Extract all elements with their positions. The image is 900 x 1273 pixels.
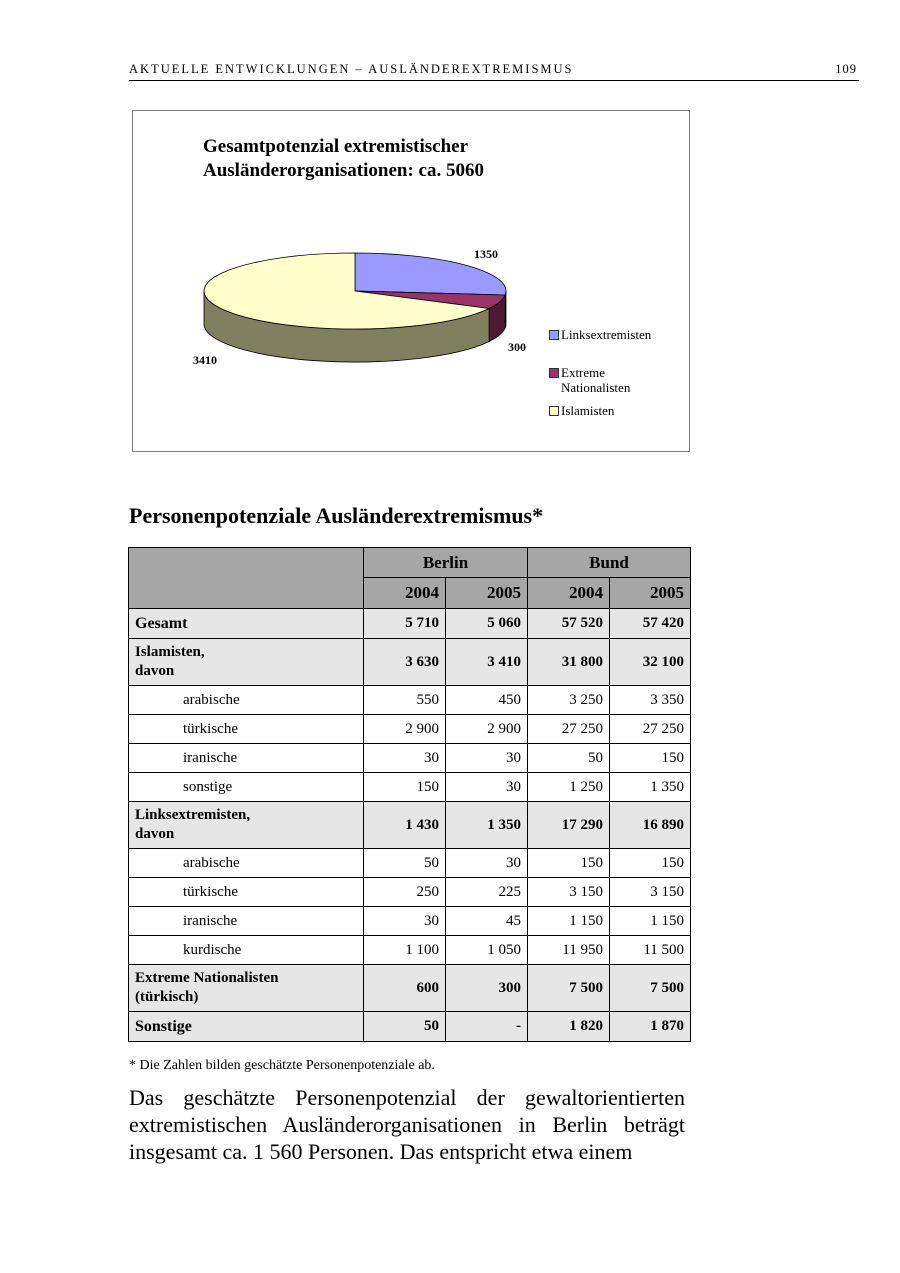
chart-title-line-1: Gesamtpotenzial extremistischer — [203, 136, 469, 157]
table-cell: 1 350 — [610, 773, 691, 802]
table-cell: 11 500 — [610, 936, 691, 965]
table-cell: 2 900 — [446, 715, 528, 744]
table-cell: 600 — [364, 965, 446, 1012]
row-label: kurdische — [129, 936, 364, 965]
year-header: 2004 — [528, 578, 610, 609]
row-label — [129, 802, 364, 849]
section-title: Personenpotenziale Ausländerextremismus* — [129, 503, 544, 528]
row-label — [129, 965, 364, 1012]
table-cell: 1 820 — [528, 1012, 610, 1042]
group-header-bund: Bund — [528, 548, 691, 578]
table-row — [129, 1012, 691, 1042]
legend-label-line1: Extreme — [561, 365, 606, 380]
legend-item-islamisten — [561, 403, 614, 418]
table-cell: 45 — [446, 907, 528, 936]
row-label-line2: (türkisch) — [135, 989, 199, 1005]
table-row — [129, 802, 691, 849]
page-number: 109 — [835, 62, 857, 76]
footnote: * Die Zahlen bilden geschätzte Personenpotenziale ab. — [129, 1058, 435, 1073]
table-cell: 150 — [364, 773, 446, 802]
table-cell: 30 — [446, 849, 528, 878]
table-row — [129, 609, 691, 639]
table-row — [129, 639, 691, 686]
pie-svg — [133, 111, 689, 451]
table-cell: 17 290 — [528, 802, 610, 849]
table-row — [129, 849, 691, 878]
legend-label-line2: Nationalisten — [561, 380, 631, 395]
table-cell: 1 870 — [610, 1012, 691, 1042]
table-cell: 32 100 — [610, 639, 691, 686]
table-cell: 2 900 — [364, 715, 446, 744]
table-cell: 1 100 — [364, 936, 446, 965]
row-label-line1: Linksextremisten, — [135, 807, 251, 823]
year-header: 2005 — [446, 578, 528, 609]
table-cell: 550 — [364, 686, 446, 715]
group-header-berlin: Berlin — [364, 548, 528, 578]
table-row — [129, 965, 691, 1012]
legend-label: Linksextremisten — [561, 327, 652, 342]
pie-chart — [132, 110, 690, 452]
table-cell: 5 710 — [364, 609, 446, 639]
table-cell: 3 350 — [610, 686, 691, 715]
row-label: iranische — [129, 907, 364, 936]
table-cell: 250 — [364, 878, 446, 907]
table-cell: 11 950 — [528, 936, 610, 965]
row-label: türkische — [129, 715, 364, 744]
table-cell: 3 630 — [364, 639, 446, 686]
table-cell: 3 150 — [528, 878, 610, 907]
table-cell: 16 890 — [610, 802, 691, 849]
table-cell: 57 520 — [528, 609, 610, 639]
legend-swatch — [549, 330, 559, 340]
table-cell: 50 — [364, 1012, 446, 1042]
table-cell: 27 250 — [610, 715, 691, 744]
table-row — [129, 878, 691, 907]
table-cell: 150 — [528, 849, 610, 878]
header-title: AKTUELLE ENTWICKLUNGEN – AUSLÄNDEREXTREMISMUS — [129, 62, 574, 76]
chart-title-line-2: Ausländerorganisationen: ca. 5060 — [203, 160, 484, 181]
row-label-line1: Extreme Nationalisten — [135, 970, 279, 986]
table-cell: 30 — [364, 907, 446, 936]
table-cell: 450 — [446, 686, 528, 715]
table-cell: 50 — [364, 849, 446, 878]
table-row — [129, 936, 691, 965]
running-header — [129, 62, 859, 81]
row-label-line2: davon — [135, 663, 175, 679]
table-cell: 3 250 — [528, 686, 610, 715]
table-row — [129, 773, 691, 802]
table-cell: 31 800 — [528, 639, 610, 686]
legend-item-linksextremisten — [561, 327, 651, 342]
table-cell: 3 150 — [610, 878, 691, 907]
year-header: 2005 — [610, 578, 691, 609]
table-cell: 5 060 — [446, 609, 528, 639]
table-row — [129, 744, 691, 773]
pie-label-linksextremisten: 1350 — [474, 247, 498, 261]
row-label: türkische — [129, 878, 364, 907]
table-cell: 30 — [446, 773, 528, 802]
table-cell: 30 — [364, 744, 446, 773]
table-cell: 150 — [610, 849, 691, 878]
table-cell: 300 — [446, 965, 528, 1012]
row-label: arabische — [129, 686, 364, 715]
legend-swatch — [549, 368, 559, 378]
row-label: iranische — [129, 744, 364, 773]
table-cell: 1 050 — [446, 936, 528, 965]
row-label — [129, 639, 364, 686]
row-label-line2: davon — [135, 826, 175, 842]
table-cell: 7 500 — [528, 965, 610, 1012]
table-cell: 225 — [446, 878, 528, 907]
pie-label-nationalisten: 300 — [508, 340, 526, 354]
row-label-line1: Islamisten, — [135, 644, 205, 660]
legend-item-nationalisten — [561, 365, 630, 395]
header-blank — [129, 548, 364, 578]
row-label: arabische — [129, 849, 364, 878]
row-label: sonstige — [129, 773, 364, 802]
table-cell: 7 500 — [610, 965, 691, 1012]
table-cell: 50 — [528, 744, 610, 773]
row-label: Sonstige — [129, 1012, 364, 1042]
table-cell: 1 350 — [446, 802, 528, 849]
table-row — [129, 715, 691, 744]
pie-label-islamisten: 3410 — [193, 353, 217, 367]
table-row — [129, 907, 691, 936]
header-blank — [129, 578, 364, 609]
legend-swatch — [549, 406, 559, 416]
table-cell: - — [446, 1012, 528, 1042]
table-cell: 1 250 — [528, 773, 610, 802]
legend-label: Islamisten — [561, 403, 615, 418]
table-cell: 57 420 — [610, 609, 691, 639]
body-paragraph: Das geschätzte Personenpotenzial der gewaltorientierten extremistischen Ausländerorganisationen in Berlin beträgt insgesamt ca. 1 560 Personen. Das entspricht etwa einem — [129, 1085, 685, 1164]
table-cell: 150 — [610, 744, 691, 773]
table-cell: 3 410 — [446, 639, 528, 686]
row-label: Gesamt — [129, 609, 364, 639]
table-cell: 27 250 — [528, 715, 610, 744]
table-cell: 1 430 — [364, 802, 446, 849]
table-cell: 30 — [446, 744, 528, 773]
table-cell: 1 150 — [528, 907, 610, 936]
year-header: 2004 — [364, 578, 446, 609]
personenpotenziale-table — [128, 547, 691, 1042]
table-row — [129, 686, 691, 715]
table-cell: 1 150 — [610, 907, 691, 936]
